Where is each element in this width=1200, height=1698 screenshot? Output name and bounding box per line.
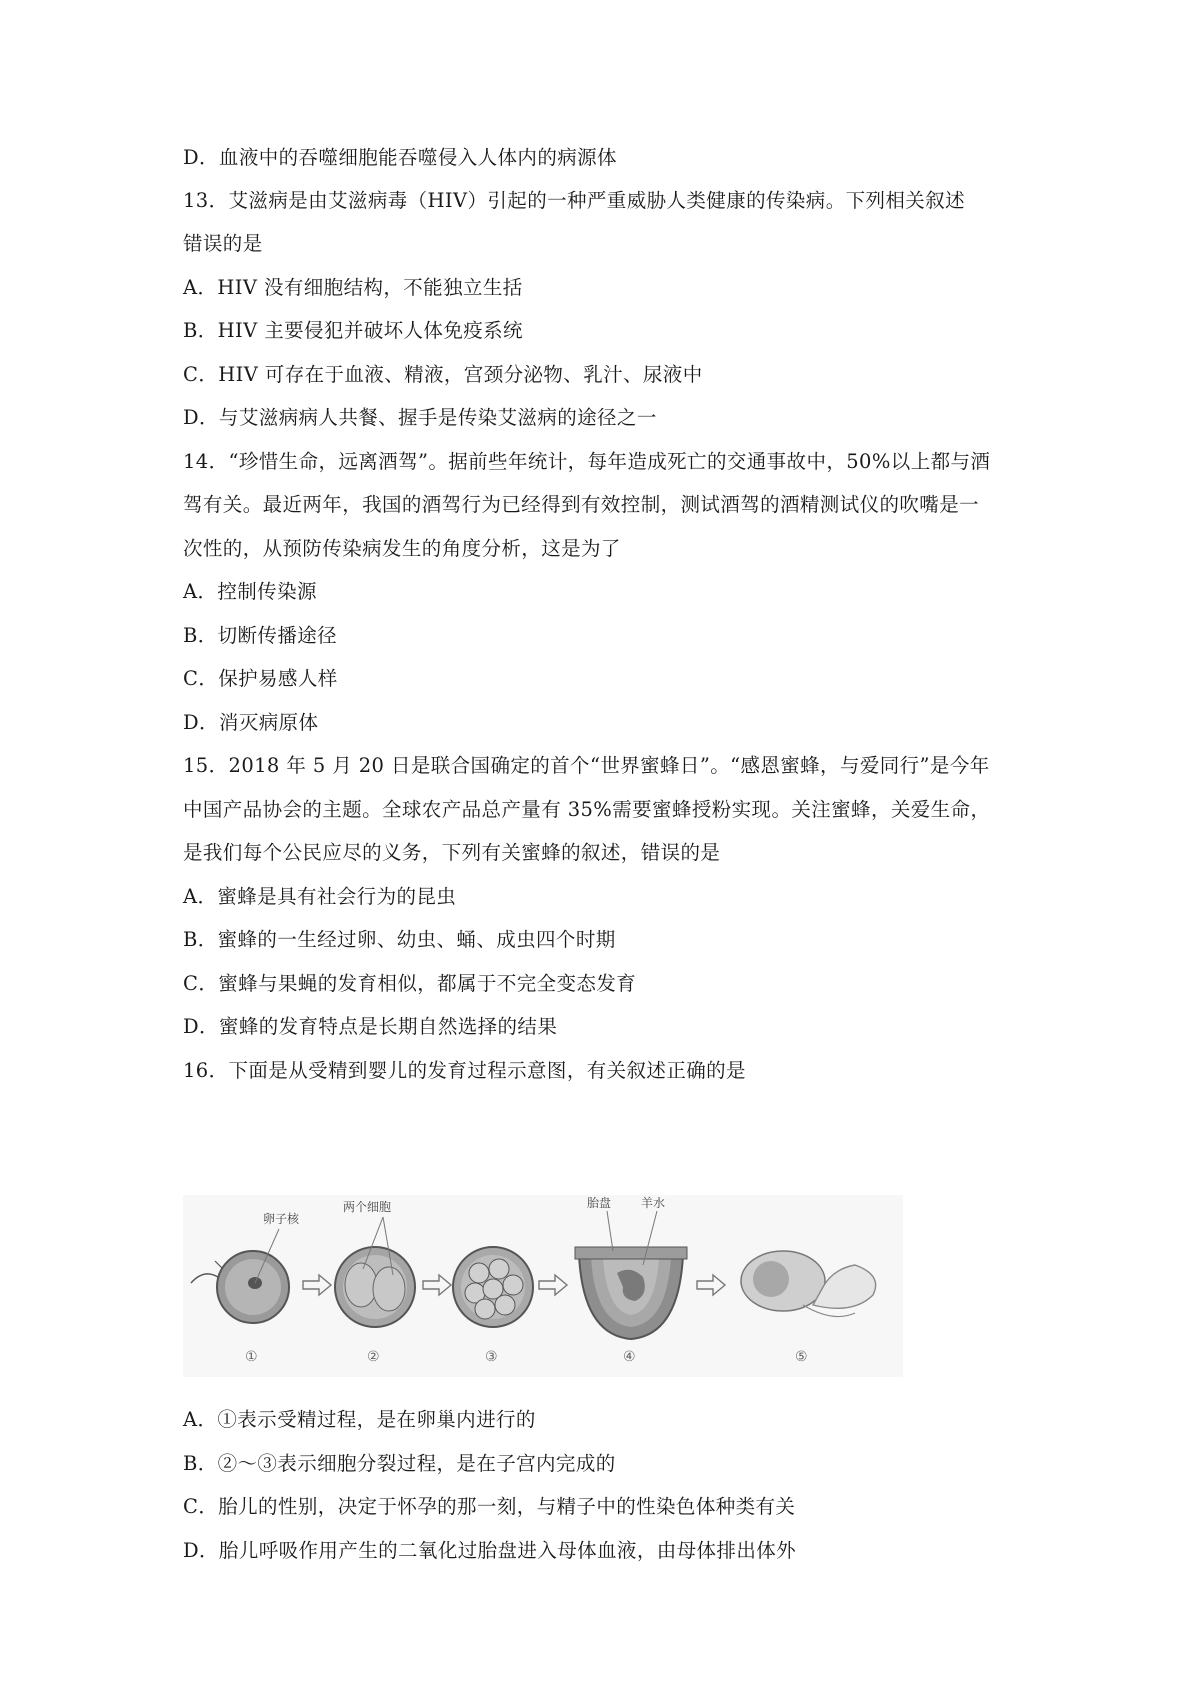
q14-option-c: C．保护易感人样 [183,667,338,690]
q16-stem: 16．下面是从受精到婴儿的发育过程示意图，有关叙述正确的是 [183,1059,746,1082]
q15-stem-line-2: 中国产品协会的主题。全球农产品总产量有 35%需要蜜蜂授粉实现。关注蜜蜂，关爱生命， [183,798,991,821]
q16-option-d: D．胎儿呼吸作用产生的二氧化过胎盘进入母体血液，由母体排出体外 [183,1539,797,1562]
two-cells-label: 两个细胞 [343,1200,392,1214]
q13-stem-line-1: 13．艾滋病是由艾滋病毒（HIV）引起的一种严重威胁人类健康的传染病。下列相关叙述 [183,189,966,212]
q14-option-a: A．控制传染源 [183,580,317,603]
q13-option-c: C．HIV 可存在于血液、精液，宫颈分泌物、乳汁、尿液中 [183,363,703,386]
q13-option-a: A．HIV 没有细胞结构，不能独立生括 [183,276,523,299]
q15-option-a: A．蜜蜂是具有社会行为的昆虫 [183,885,457,908]
q14-stem-line-2: 驾有关。最近两年，我国的酒驾行为已经得到有效控制，测试酒驾的酒精测试仪的吹嘴是一 [183,493,980,516]
stage-5-number: ⑤ [795,1349,808,1365]
q13-option-b: B．HIV 主要侵犯并破坏人体免疫系统 [183,319,523,342]
q13-stem-line-2: 错误的是 [183,232,263,255]
q15-stem-line-3: 是我们每个公民应尽的义务，下列有关蜜蜂的叙述，错误的是 [183,841,721,864]
q12-option-d: D．血液中的吞噬细胞能吞噬侵入人体内的病源体 [183,146,617,169]
q15-stem-line-1: 15．2018 年 5 月 20 日是联合国确定的首个“世界蜜蜂日”。“感恩蜜蜂，与爱同行”是今年 [183,754,990,777]
stage-3-number: ③ [485,1349,498,1365]
q16-option-b: B．②～③表示细胞分裂过程，是在子宫内完成的 [183,1452,616,1475]
amniotic-fluid-label: 羊水 [641,1196,666,1210]
q16-option-c: C．胎儿的性别，决定于怀孕的那一刻，与精子中的性染色体种类有关 [183,1495,796,1518]
stage-2-number: ② [367,1349,380,1365]
q14-stem-line-3: 次性的，从预防传染病发生的角度分析，这是为了 [183,537,621,560]
stage-4-number: ④ [623,1349,636,1365]
q14-option-d: D．消灭病原体 [183,711,319,734]
q13-option-d: D．与艾滋病病人共餐、握手是传染艾滋病的途径之一 [183,406,657,429]
fertilized-egg-label: 卵子核 [263,1212,300,1226]
q15-option-c: C．蜜蜂与果蝇的发育相似，都属于不完全变态发育 [183,972,637,995]
q15-option-b: B．蜜蜂的一生经过卵、幼虫、蛹、成虫四个时期 [183,928,616,951]
q14-stem-line-1: 14．“珍惜生命，远离酒驾”。据前些年统计，每年造成死亡的交通事故中，50%以上都与酒 [183,450,991,473]
placenta-label: 胎盘 [587,1196,612,1210]
stage-1-number: ① [245,1349,258,1365]
q15-option-d: D．蜜蜂的发育特点是长期自然选择的结果 [183,1015,558,1038]
development-diagram [183,1195,903,1377]
q16-option-a: A．①表示受精过程，是在卵巢内进行的 [183,1408,536,1431]
q14-option-b: B．切断传播途径 [183,624,338,647]
